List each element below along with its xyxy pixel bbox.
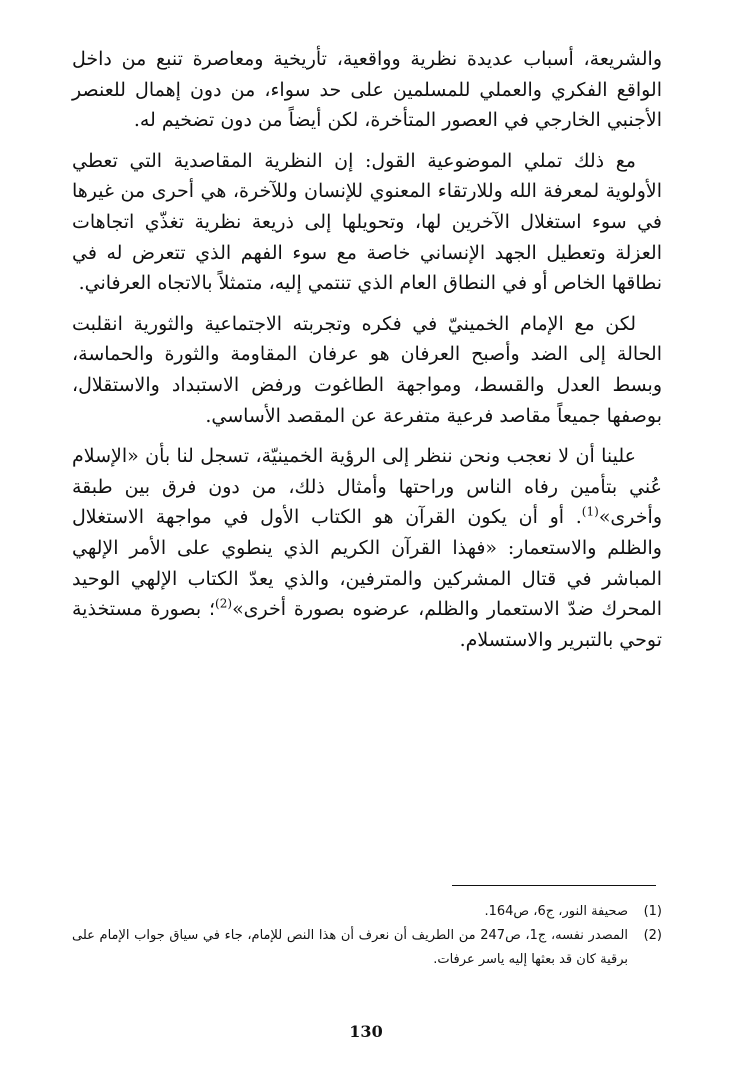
footnote-ref-2: (2): [215, 596, 233, 611]
page-number: 130: [349, 1022, 383, 1041]
main-text: [72, 44, 662, 665]
footnote-2-number: (2): [643, 928, 662, 943]
footnote-ref-1: (1): [581, 504, 599, 519]
paragraph-4-part-3: ؛ بصورة مستخذية توحي بالتبرير والاستسلام.: [72, 598, 662, 651]
paragraph-4-part-2: . أو أن يكون القرآن هو الكتاب الأول في مواجهة الاستغلال والظلم والاستعمار: «فهذا القرآن الكريم الذي ينطوي على الأمر الإلهي المباشر في قتال المشركين والمترفين، والذي يعدّ الكتاب الإلهي الوحيد المحرك ضدّ الاستعمار والظلم، عرضوه بصورة أخرى»: [72, 506, 662, 621]
footnote-1-number: (1): [643, 904, 662, 919]
footnote-1: [72, 900, 662, 924]
paragraph-4-part-1: علينا أن لا نعجب ونحن ننظر إلى الرؤية الخمينيّة، تسجل لنا بأن «الإسلام عُني بتأمين رفاه الناس وراحتها وأمثال ذلك، من دون فرق بين طبقة وأخرى»: [72, 445, 662, 529]
footnote-divider: [452, 885, 656, 886]
footnote-2-text: المصدر نفسه، ج1، ص247 من الطريف أن نعرف أن هذا النص للإمام، جاء في سياق جواب الإمام على برقية كان قد بعثها إليه ياسر عرفات.: [72, 928, 629, 967]
paragraph-3: لكن مع الإمام الخمينيّ في فكره وتجربته الاجتماعية والثورية انقلبت الحالة إلى الضد وأصبح العرفان هو عرفان المقاومة والثورة والحماسة، وبسط العدل والقسط، ومواجهة الطاغوت ورفض الاستبداد والاستقلال، بوصفها جميعاً مقاصد فرعية متفرعة عن المقصد الأساسي.: [72, 312, 662, 427]
paragraph-1: والشريعة، أسباب عديدة نظرية وواقعية، تأريخية ومعاصرة تنبع من داخل الواقع الفكري والعملي للمسلمين على حد سواء، من دون إهمال للعنصر الأجنبي الخارجي في العصور المتأخرة، لكن أيضاً من دون تضخيم له.: [72, 48, 662, 132]
paragraph-2: مع ذلك تملي الموضوعية القول: إن النظرية المقاصدية التي تعطي الأولوية لمعرفة الله وللارتقاء المعنوي للإنسان وللآخرة، هي أحرى من غيرها في سوء استغلال الآخرين لها، وتحويلها إلى ذريعة نظرية تغذّي اتجاهات العزلة وتعطيل الجهد الإنساني خاصة مع سوء الفهم الذي تتعرض له في نطاقها الخاص أو في النطاق العام الذي تنتمي إليه، متمثلاً بالاتجاه العرفاني.: [72, 149, 662, 295]
paragraph-4: [72, 441, 662, 655]
footnote-2: [72, 924, 662, 972]
footnotes: [72, 900, 662, 972]
footnote-1-text: صحيفة النور، ج6، ص164.: [484, 904, 628, 919]
